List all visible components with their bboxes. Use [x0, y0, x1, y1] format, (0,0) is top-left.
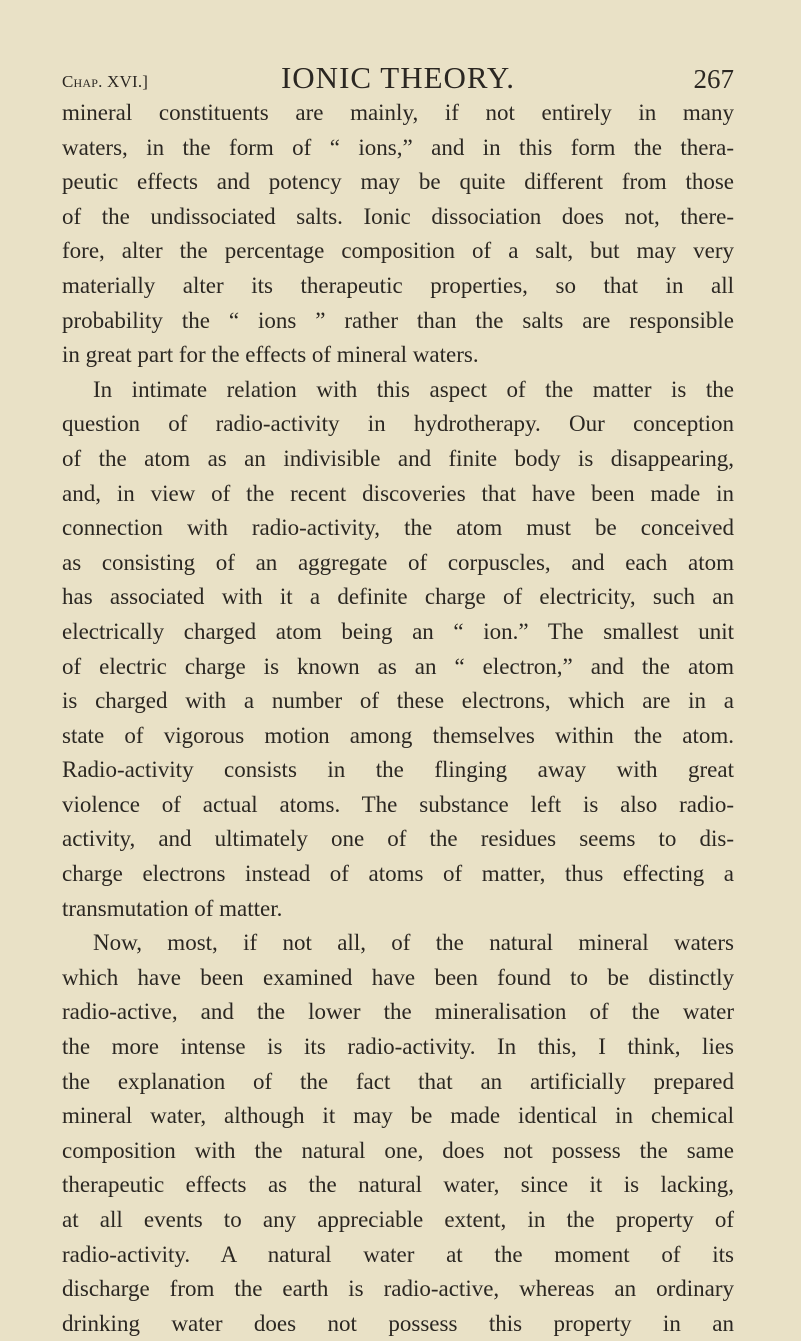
- text-line: waters, in the form of “ ions,” and in this form the thera-: [62, 134, 734, 160]
- text-line: has associated with it a definite charge of electricity, such an: [62, 584, 734, 610]
- text-line: fore, alter the percentage composition of a salt, but may very: [62, 238, 734, 264]
- text-line: probability the “ ions ” rather than the salts are responsible: [62, 307, 734, 333]
- paragraph-end-line: transmutation of matter.: [62, 895, 283, 921]
- text-line: violence of actual atoms. The substance left is also radio-: [62, 791, 734, 817]
- text-line: the explanation of the fact that an artificially prepared: [62, 1068, 734, 1094]
- text-line: which have been examined have been found to be distinctly: [62, 964, 734, 990]
- chapter-label: Chap. XVI.]: [62, 72, 149, 91]
- text-line: Radio-activity consists in the flinging away with great: [62, 757, 734, 783]
- text-line: of the atom as an indivisible and finite body is disappearing,: [62, 445, 734, 471]
- text-line: discharge from the earth is radio-active, whereas an ordinary: [62, 1276, 734, 1302]
- text-line: drinking water does not possess this property in an: [62, 1310, 734, 1336]
- text-line: activity, and ultimately one of the residues seems to dis-: [62, 826, 734, 852]
- text-line: radio-active, and the lower the mineralisation of the water: [62, 999, 734, 1025]
- paragraph-start-line: Now, most, if not all, of the natural mineral waters: [93, 930, 734, 956]
- text-line: question of radio-activity in hydrotherapy. Our conception: [62, 411, 734, 437]
- text-line: the more intense is its radio-activity. In this, I think, lies: [62, 1034, 734, 1060]
- text-line: as consisting of an aggregate of corpuscles, and each atom: [62, 549, 734, 575]
- text-line: therapeutic effects as the natural water, since it is lacking,: [62, 1172, 734, 1198]
- text-line: connection with radio-activity, the atom must be conceived: [62, 515, 734, 541]
- text-line: materially alter its therapeutic properties, so that in all: [62, 272, 734, 298]
- paragraph-end-line: in great part for the effects of mineral waters.: [62, 342, 479, 368]
- running-title: IONIC THEORY.: [280, 60, 516, 95]
- text-line: at all events to any appreciable extent, in the property of: [62, 1207, 734, 1232]
- text-line: is charged with a number of these electrons, which are in a: [62, 688, 734, 714]
- text-line: electrically charged atom being an “ ion.” The smallest unit: [62, 618, 734, 644]
- paragraph-start-line: In intimate relation with this aspect of the matter is the: [93, 376, 734, 402]
- text-line: charge electrons instead of atoms of matter, thus effecting a: [62, 861, 734, 887]
- text-line: and, in view of the recent discoveries that have been made in: [62, 480, 734, 506]
- page-number: 267: [693, 64, 734, 94]
- text-line: of the undissociated salts. Ionic dissociation does not, there-: [62, 203, 734, 229]
- text-line: state of vigorous motion among themselves within the atom.: [62, 722, 734, 748]
- text-line: peutic effects and potency may be quite different from those: [62, 169, 734, 195]
- text-line: mineral constituents are mainly, if not entirely in many: [62, 100, 734, 125]
- text-line: composition with the natural one, does not possess the same: [62, 1137, 734, 1163]
- text-line: mineral water, although it may be made identical in chemical: [62, 1103, 734, 1129]
- text-line: of electric charge is known as an “ electron,” and the atom: [62, 653, 734, 679]
- text-line: radio-activity. A natural water at the moment of its: [62, 1241, 734, 1267]
- body-text: [62, 96, 734, 1341]
